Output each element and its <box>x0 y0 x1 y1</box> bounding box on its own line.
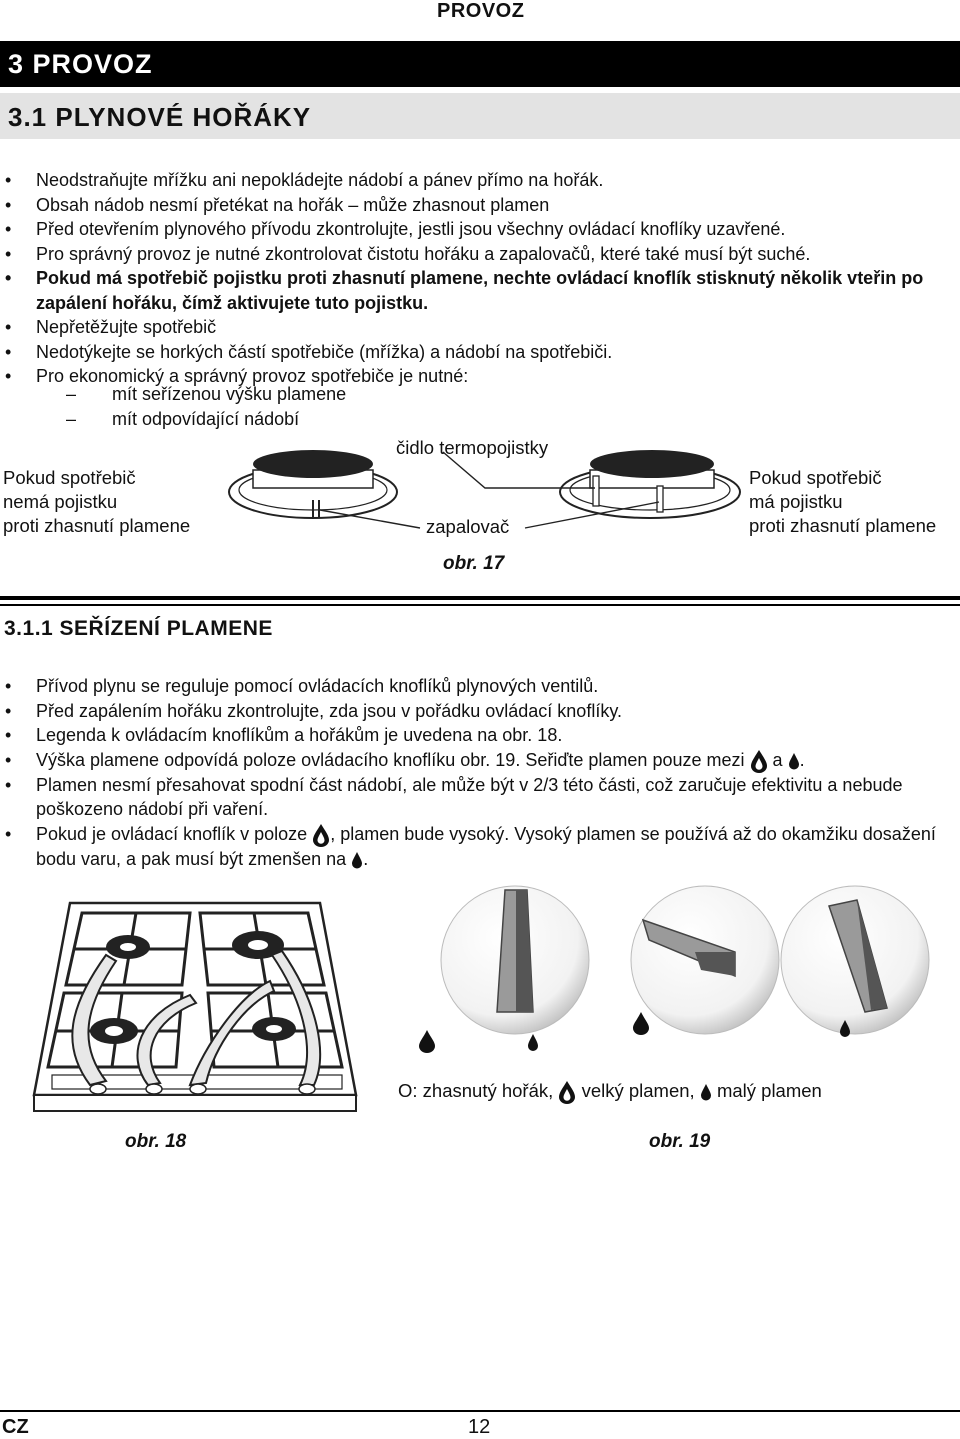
footer-language: CZ <box>2 1416 29 1438</box>
burner-without-safety-icon <box>229 450 397 518</box>
big-flame-icon <box>558 1080 576 1104</box>
safety-bullet-list <box>0 168 955 389</box>
dash-item: mít odpovídající nádobí <box>112 409 300 429</box>
list-item: • Přívod plynu se reguluje pomocí ovládacích knoflíků plynových ventilů. <box>0 674 955 699</box>
fig17-left-label: Pokud spotřebič nemá pojistku proti zhasnutí plamene <box>3 467 191 536</box>
list-item: • Před otevřením plynového přívodu zkontrolujte, jestli jsou všechny ovládací knoflíky uzavřené. <box>0 217 955 242</box>
page-number: 12 <box>468 1416 491 1438</box>
knob-positions-illustration <box>405 880 945 1080</box>
dash-item: mít seřízenou výšku plamene <box>112 384 347 404</box>
list-item: • Nepřetěžujte spotřebič <box>0 315 955 340</box>
fig19-caption: obr. 19 <box>649 1131 711 1152</box>
divider <box>0 604 960 606</box>
knob-off-icon <box>419 886 589 1053</box>
list-item: • Pro ekonomický a správný provoz spotřebiče je nutné: <box>0 364 955 389</box>
big-flame-icon <box>312 823 330 847</box>
dash-marker: – <box>66 384 77 404</box>
small-flame-icon <box>351 851 363 869</box>
list-item: • Pro správný provoz je nutné zkontrolovat čistotu hořáku a zapalovačů, které také musí být suché. <box>0 242 955 267</box>
knob-large-flame-icon <box>631 886 779 1035</box>
list-item: • Pokud je ovládací knoflík v poloze , plamen bude vysoký. Vysoký plamen se používá až do okamžiku dosažení bodu varu, a pak musí být zmenšen na . <box>0 822 955 872</box>
subsubsection-title: 3.1.1 SEŘÍZENÍ PLAMENE <box>4 617 273 640</box>
small-flame-icon <box>788 752 800 770</box>
small-flame-icon <box>700 1083 712 1101</box>
igniter-label: zapalovač <box>426 516 510 537</box>
list-item: • Před zapálením hořáku zkontrolujte, zda jsou v pořádku ovládací knoflíky. <box>0 699 955 724</box>
list-item: • Neodstraňujte mřížku ani nepokládejte nádobí a pánev přímo na hořák. <box>0 168 955 193</box>
list-item: • Výška plamene odpovídá poloze ovládacího knoflíku obr. 19. Seřiďte plamen pouze mezi a . <box>0 748 955 773</box>
burner-illustration <box>215 440 755 550</box>
thermo-sensor-label: čidlo termopojistky <box>396 437 549 458</box>
flame-bullet-list <box>0 674 955 872</box>
big-flame-icon <box>750 749 768 773</box>
section-title: 3 PROVOZ <box>8 49 153 79</box>
list-item: • Plamen nesmí přesahovat spodní část nádobí, ale může být v 2/3 této části, což zaručuje efektivitu a nebude poškozeno nádobí při vaření. <box>0 773 955 822</box>
list-item: • Obsah nádob nesmí přetékat na hořák – může zhasnout plamen <box>0 193 955 218</box>
knob-legend: O: zhasnutý hořák, velký plamen, malý plamen <box>398 1080 822 1104</box>
knob-small-flame-icon <box>781 886 929 1037</box>
list-item: • Nedotýkejte se horkých částí spotřebiče (mřížka) a nádobí na spotřebiči. <box>0 340 955 365</box>
burner-with-safety-icon <box>560 450 740 518</box>
subsection-title: 3.1 PLYNOVÉ HOŘÁKY <box>8 102 312 132</box>
divider <box>0 596 960 600</box>
fig17-right-label: Pokud spotřebič má pojistku proti zhasnutí plamene <box>749 467 937 536</box>
dash-marker: – <box>66 409 77 429</box>
section-heading-bar <box>0 41 960 87</box>
hob-illustration <box>30 895 360 1117</box>
footer-divider <box>0 1410 960 1412</box>
list-item: • Legenda k ovládacím knoflíkům a hořákům je uvedena na obr. 18. <box>0 723 955 748</box>
running-header: PROVOZ <box>437 0 525 22</box>
fig18-caption: obr. 18 <box>125 1131 187 1152</box>
fig17-caption: obr. 17 <box>443 553 505 574</box>
list-item: • Pokud má spotřebič pojistku proti zhasnutí plamene, nechte ovládací knoflík stisknutý několik vteřin po zapálení hořáku, čímž aktivujete tuto pojistku. <box>0 266 955 315</box>
subsection-heading-bar <box>0 93 960 139</box>
